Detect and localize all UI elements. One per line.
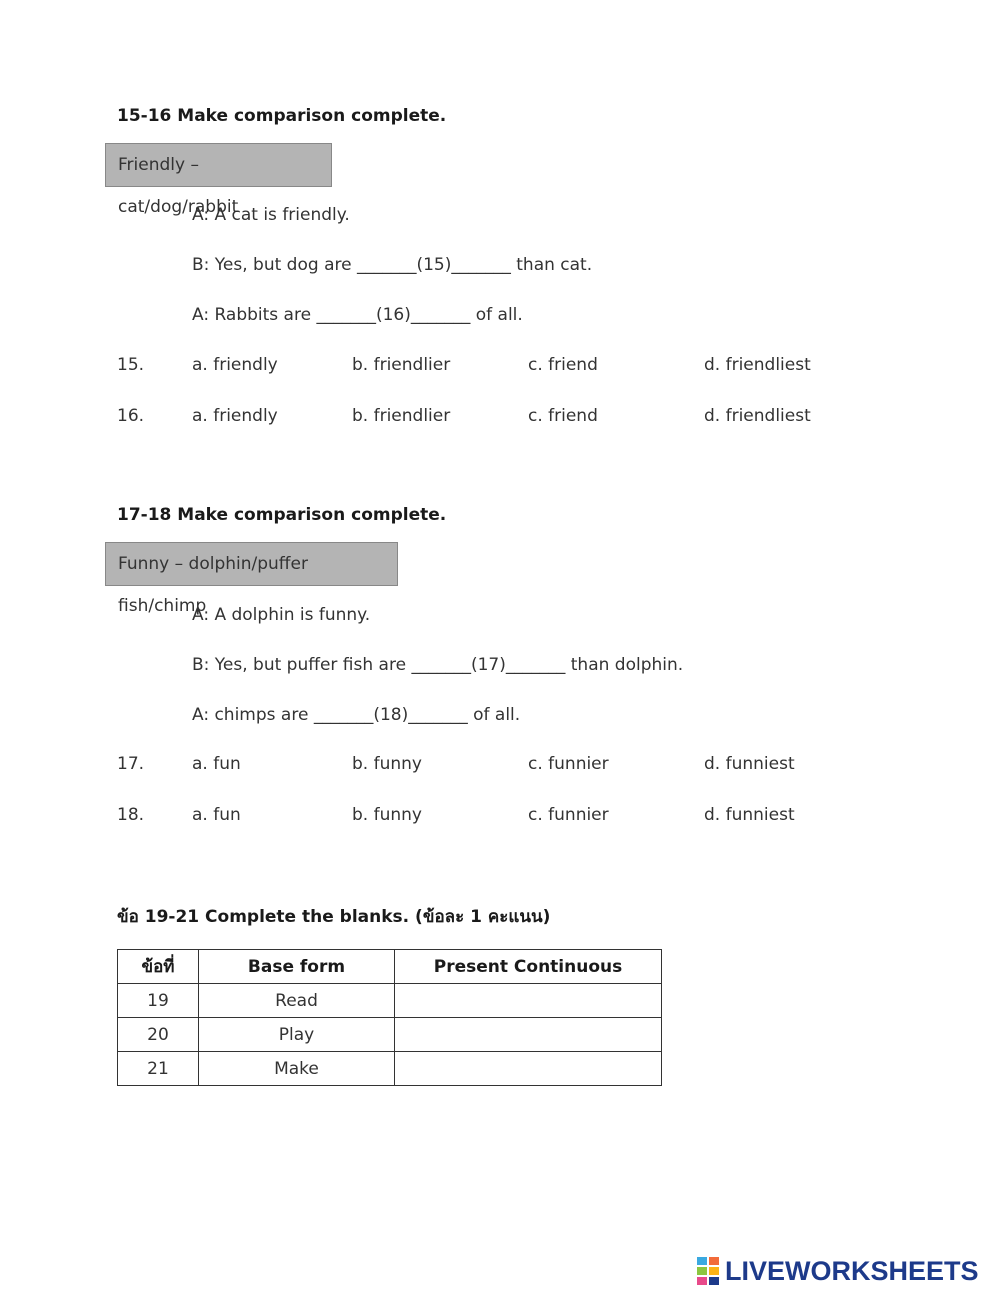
- dialogue-line: A: A cat is friendly.: [192, 205, 350, 225]
- row-base-form: Read: [199, 984, 395, 1018]
- row-number: 21: [118, 1052, 199, 1086]
- section-1-word-box: Friendly – cat/dog/rabbit: [105, 143, 332, 187]
- header-base-form: Base form: [199, 950, 395, 984]
- option-a[interactable]: a. fun: [192, 805, 241, 825]
- question-number: 17.: [117, 754, 145, 774]
- answer-cell[interactable]: [395, 1052, 662, 1086]
- row-base-form: Make: [199, 1052, 395, 1086]
- option-d[interactable]: d. funniest: [704, 805, 795, 825]
- table-header-row: [118, 950, 662, 984]
- option-c[interactable]: c. funnier: [528, 805, 609, 825]
- section-2-word-box: Funny – dolphin/puffer fish/chimp: [105, 542, 398, 586]
- answer-cell[interactable]: [395, 1018, 662, 1052]
- option-a[interactable]: a. fun: [192, 754, 241, 774]
- header-present-continuous: Present Continuous: [395, 950, 662, 984]
- dialogue-line: A: A dolphin is funny.: [192, 605, 371, 625]
- dialogue-line: A: chimps are _______(18)_______ of all.: [192, 705, 521, 725]
- option-b[interactable]: b. funny: [352, 805, 422, 825]
- header-number: ข้อที่: [118, 950, 199, 984]
- answer-table: [117, 949, 662, 1086]
- table-row: [118, 984, 662, 1018]
- option-c[interactable]: c. funnier: [528, 754, 609, 774]
- dialogue-line: A: Rabbits are _______(16)_______ of all.: [192, 305, 523, 325]
- option-d[interactable]: d. funniest: [704, 754, 795, 774]
- option-a[interactable]: a. friendly: [192, 355, 278, 375]
- option-d[interactable]: d. friendliest: [704, 355, 811, 375]
- row-number: 19: [118, 984, 199, 1018]
- question-number: 16.: [117, 406, 145, 426]
- section-1-heading: 15-16 Make comparison complete.: [117, 106, 447, 126]
- question-number: 15.: [117, 355, 145, 375]
- option-c[interactable]: c. friend: [528, 406, 598, 426]
- table-row: [118, 1052, 662, 1086]
- section-3-heading: ข้อ 19-21 Complete the blanks. (ข้อละ 1 คะแนน): [117, 907, 551, 927]
- dialogue-line: B: Yes, but dog are _______(15)_______ than cat.: [192, 255, 593, 275]
- dialogue-line: B: Yes, but puffer fish are _______(17)_______ than dolphin.: [192, 655, 684, 675]
- option-a[interactable]: a. friendly: [192, 406, 278, 426]
- option-b[interactable]: b. funny: [352, 754, 422, 774]
- option-d[interactable]: d. friendliest: [704, 406, 811, 426]
- answer-cell[interactable]: [395, 984, 662, 1018]
- section-2-heading: 17-18 Make comparison complete.: [117, 505, 447, 525]
- option-c[interactable]: c. friend: [528, 355, 598, 375]
- question-number: 18.: [117, 805, 145, 825]
- option-b[interactable]: b. friendlier: [352, 406, 451, 426]
- liveworksheets-logo-text: LIVEWORKSHEETS: [725, 1256, 979, 1286]
- liveworksheets-logo-icon: [697, 1257, 721, 1285]
- row-base-form: Play: [199, 1018, 395, 1052]
- row-number: 20: [118, 1018, 199, 1052]
- table-row: [118, 1018, 662, 1052]
- option-b[interactable]: b. friendlier: [352, 355, 451, 375]
